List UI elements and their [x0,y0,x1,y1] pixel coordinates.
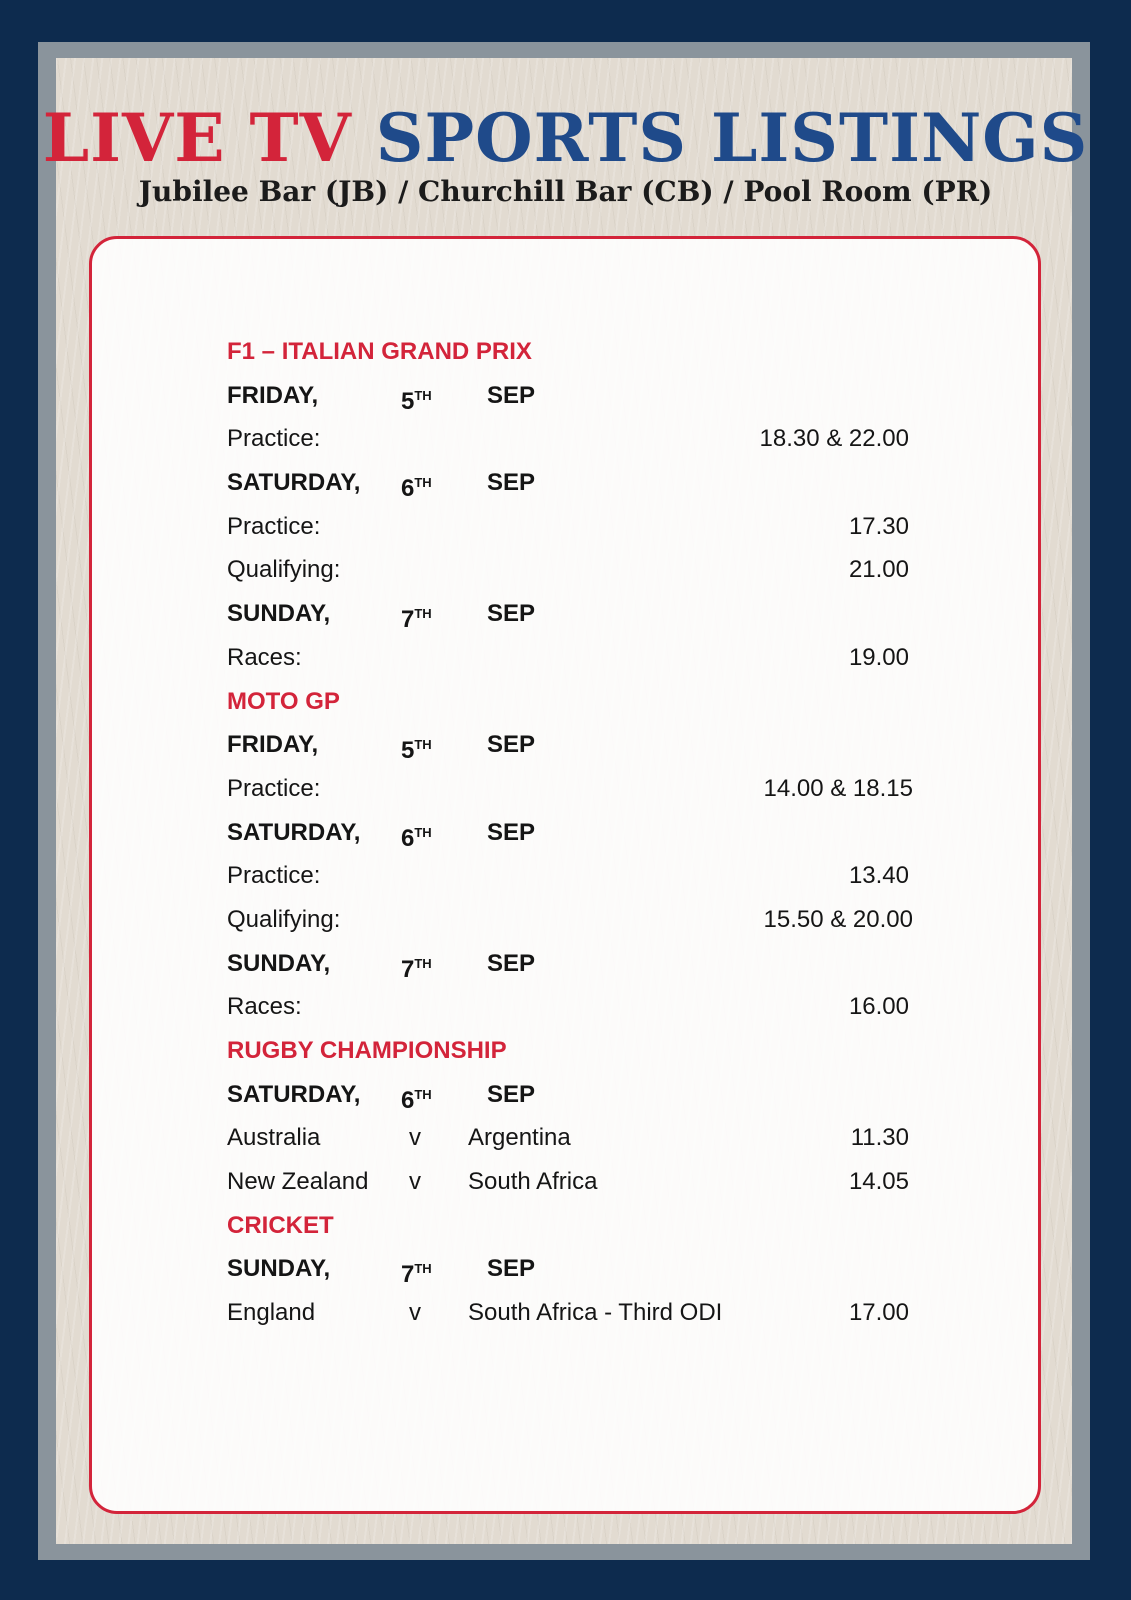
listing-row [227,548,967,592]
match-row [227,1291,967,1335]
home-team: New Zealand [227,1168,369,1196]
day-month: SEP [487,1080,536,1108]
section-title-cricket: CRICKET [227,1211,334,1239]
match-time: 17.00 [848,1299,909,1327]
event-time: 19.00 [848,643,909,671]
listing-row [227,985,967,1029]
versus: v [409,1168,421,1196]
home-team: England [227,1299,316,1327]
day-name: SUNDAY, [227,600,331,628]
event-time: 16.00 [848,993,909,1021]
day-month: SEP [487,469,536,497]
match-row [227,1160,967,1204]
listing-row [227,767,967,811]
listing-row [227,417,967,461]
day-row [227,374,967,418]
day-row [227,811,967,855]
listing-row [227,505,967,549]
day-name: FRIDAY, [227,381,319,409]
event-time: 18.30 & 22.00 [759,425,909,453]
day-row [227,592,967,636]
day-date: 7TH [401,606,432,634]
day-date: 5TH [401,387,432,415]
event-label: Races: [227,643,302,671]
section-title-f1: F1 – ITALIAN GRAND PRIX [227,338,532,365]
day-row [227,1073,967,1117]
day-row [227,1247,967,1291]
day-name: SATURDAY, [227,469,361,497]
day-name: SATURDAY, [227,818,361,846]
day-name: SATURDAY, [227,1080,361,1108]
listing-row [227,636,967,680]
venue-subtitle: Jubilee Bar (JB) / Churchill Bar (CB) / Pool Room (PR) [138,175,993,208]
event-time: 13.40 [848,862,909,890]
event-label: Races: [227,993,302,1021]
day-month: SEP [487,381,536,409]
day-month: SEP [487,731,536,759]
day-date: 7TH [401,955,432,983]
listings [227,330,967,1335]
day-name: FRIDAY, [227,731,319,759]
day-month: SEP [487,600,536,628]
away-team: Argentina [468,1124,571,1152]
away-team: South Africa - Third ODI [468,1299,723,1327]
event-label: Qualifying: [227,556,341,584]
event-time: 14.00 & 18.15 [763,774,913,802]
event-label: Qualifying: [227,905,341,933]
page-title [0,100,1131,176]
home-team: Australia [227,1124,321,1152]
event-label: Practice: [227,774,321,802]
versus: v [409,1299,421,1327]
match-row [227,1116,967,1160]
day-name: SUNDAY, [227,949,331,977]
day-date: 6TH [401,824,432,852]
match-time: 14.05 [848,1168,909,1196]
section-title-rugby: RUGBY CHAMPIONSHIP [227,1037,507,1064]
day-date: 6TH [401,475,432,503]
day-row [227,723,967,767]
listing-row [227,854,967,898]
match-time: 11.30 [850,1124,909,1152]
event-label: Practice: [227,862,321,890]
versus: v [409,1124,421,1152]
day-month: SEP [487,818,536,846]
title-live-tv: LIVE TV [42,99,352,177]
event-time: 17.30 [848,512,909,540]
day-date: 5TH [401,737,432,765]
event-label: Practice: [227,512,321,540]
event-label: Practice: [227,425,321,453]
away-team: South Africa [468,1168,598,1196]
day-date: 7TH [401,1261,432,1289]
day-date: 6TH [401,1086,432,1114]
day-row [227,942,967,986]
day-row [227,461,967,505]
day-name: SUNDAY, [227,1255,331,1283]
day-month: SEP [487,949,536,977]
day-month: SEP [487,1255,536,1283]
event-time: 21.00 [848,556,909,584]
title-sports-listings: SPORTS LISTINGS [375,99,1089,177]
listing-row [227,898,967,942]
event-time: 15.50 & 20.00 [763,905,913,933]
section-title-motogp: MOTO GP [227,687,340,715]
